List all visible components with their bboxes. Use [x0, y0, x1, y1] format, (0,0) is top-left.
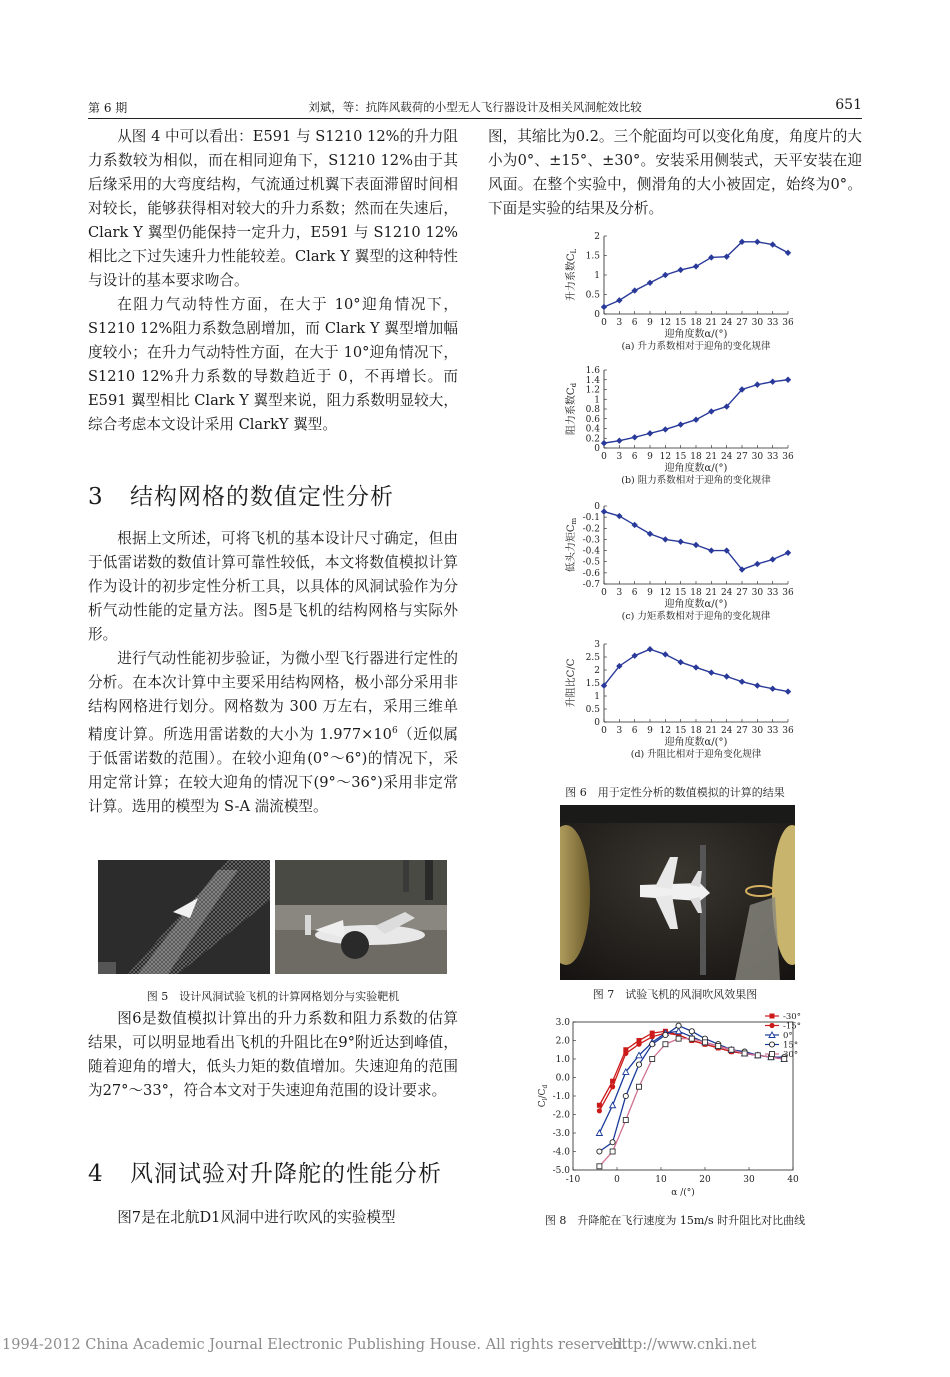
x-tick-label: 36: [782, 726, 794, 736]
x-tick-label: 33: [766, 452, 779, 462]
x-tick-label: 12: [659, 452, 672, 462]
data-point: [647, 280, 653, 286]
data-point: [708, 254, 714, 260]
data-point: [769, 686, 775, 692]
data-point: [716, 1044, 721, 1049]
data-point: [636, 1062, 641, 1067]
data-point: [785, 688, 791, 694]
section-4-heading: 4 风洞试验对升降舵的性能分析: [88, 1161, 442, 1187]
subfigure-caption: (a) 升力系数相对于迎角的变化规律: [621, 341, 771, 352]
data-point: [693, 542, 699, 548]
x-tick-label: -10: [565, 1175, 581, 1185]
data-point: [610, 1084, 615, 1089]
paragraph: 根据上文所述，可将飞机的基本设计尺寸确定，但由于低雷诺数的数值计算可靠性较低，本文将数值模拟计算作为设计的初步定性分析工具，以具体的风洞试验作为分析气动性能的定量方法。图5是飞机的结构网格与实际外形。: [88, 530, 458, 643]
x-tick-label: 36: [782, 588, 794, 598]
x-tick-label: 0: [601, 588, 607, 598]
x-tick-label: 30: [743, 1175, 755, 1185]
y-tick-label: -0.7: [582, 580, 600, 590]
data-point: [693, 417, 699, 423]
y-tick-label: 2.5: [585, 653, 600, 663]
x-tick-label: 6: [631, 452, 638, 462]
x-tick-label: 6: [631, 318, 638, 328]
x-tick-label: 3: [616, 452, 623, 462]
y-axis-label: 升力系数$C_L$: [566, 248, 578, 302]
x-tick-label: 33: [766, 318, 779, 328]
left-column-top: [88, 125, 458, 437]
data-point: [597, 1149, 602, 1154]
x-tick-label: 3: [616, 726, 623, 736]
x-tick-label: 12: [659, 588, 672, 598]
running-title: 刘斌，等：抗阵风载荷的小型无人飞行器设计及相关风洞舵效比较: [308, 100, 642, 114]
data-point: [754, 239, 760, 245]
legend-label: 0°: [783, 1031, 793, 1041]
page-number: 651: [835, 97, 862, 113]
x-tick-label: 15: [674, 588, 687, 598]
y-axis-label: $C_l/C_d$: [538, 1084, 549, 1108]
x-tick-label: 30: [751, 726, 764, 736]
data-point: [650, 1042, 655, 1047]
data-point: [663, 1032, 668, 1037]
x-tick-label: 9: [647, 318, 653, 328]
y-tick-label: -0.2: [582, 524, 600, 535]
drone-photo: [275, 860, 447, 974]
data-point: [647, 531, 653, 537]
data-point: [597, 1164, 602, 1169]
section-3-heading: 3 结构网格的数值定性分析: [88, 484, 394, 510]
data-point: [623, 1093, 628, 1098]
x-tick-label: 30: [751, 588, 764, 598]
data-point: [637, 1084, 642, 1089]
legend-label: -30°: [783, 1012, 801, 1022]
data-point: [723, 673, 729, 679]
y-tick-label: 0: [594, 310, 600, 320]
x-tick-label: 15: [674, 452, 687, 462]
y-tick-label: 3: [594, 640, 600, 650]
x-tick-label: 6: [631, 726, 638, 736]
chart-lift-coefficient: [560, 228, 810, 358]
y-axis-label: 阻力系数$C_d$: [566, 382, 578, 436]
data-point: [769, 556, 775, 562]
data-point: [662, 272, 668, 278]
data-point: [663, 1042, 668, 1047]
data-point: [662, 536, 668, 542]
x-tick-label: 21: [705, 726, 718, 736]
left-column-lower: [88, 1007, 458, 1103]
data-point: [754, 381, 760, 387]
data-point: [623, 1051, 628, 1056]
x-tick-label: 15: [674, 726, 687, 736]
y-tick-label: -0.6: [582, 568, 600, 579]
data-point: [689, 1029, 694, 1034]
y-tick-label: 0: [594, 718, 600, 728]
figure-6-caption: 图 6 用于定性分析的数值模拟的计算的结果: [565, 786, 785, 799]
y-tick-label: 1: [594, 692, 600, 702]
paragraph: 进行气动性能初步验证，为微小型飞行器进行定性的分析。在本次计算中主要采用结构网格，极小部分采用非结构网格进行划分。网格数为 300 万左右，采用三维单精度计算。所选用雷诺数的大小为 $1.977\times 10^6$（近似属于低雷诺数的范围）。在较小迎角(0°～6°)的情况下，采用定常计算；在较大迎角的情况下(9°～36°)采用非定常计算。选用的模型为 S-A 湍流模型。: [88, 650, 458, 815]
y-tick-label: 1.5: [585, 251, 600, 262]
data-point: [742, 1051, 747, 1056]
data-point: [677, 267, 683, 273]
x-tick-label: 27: [736, 452, 748, 462]
x-tick-label: 40: [787, 1175, 799, 1185]
data-point: [662, 426, 668, 432]
y-tick-label: -0.3: [582, 535, 600, 546]
footer-url: http://www.cnki.net: [612, 1337, 757, 1353]
x-tick-label: 0: [614, 1175, 620, 1185]
y-tick-label: -0.4: [582, 546, 600, 557]
data-point: [785, 550, 791, 556]
y-tick-label: 1.5: [585, 679, 600, 689]
y-axis-label: 低头力矩$C_m$: [566, 517, 578, 573]
data-point: [647, 646, 653, 652]
y-tick-label: 2.0: [555, 1036, 570, 1047]
data-point: [708, 408, 714, 414]
x-axis-label: α /(°): [671, 1188, 695, 1198]
x-tick-label: 21: [705, 588, 718, 598]
y-tick-label: -2.0: [552, 1110, 570, 1121]
x-tick-label: 27: [736, 726, 748, 736]
x-tick-label: 21: [705, 318, 718, 328]
data-point: [770, 1052, 775, 1057]
y-tick-label: 0.5: [585, 705, 600, 715]
y-tick-label: 1.2: [585, 385, 600, 396]
y-tick-label: 1.6: [585, 366, 600, 376]
copyright: 1994-2012 China Academic Journal Electronic Publishing House. All rights reserved.: [2, 1337, 628, 1353]
x-tick-label: 12: [659, 318, 672, 328]
x-axis-label: 迎角度数α/(°): [664, 463, 728, 474]
series-line: [604, 242, 788, 307]
x-tick-label: 0: [601, 726, 607, 736]
x-tick-label: 0: [601, 318, 607, 328]
data-point: [677, 659, 683, 665]
x-tick-label: 21: [705, 452, 718, 462]
data-point: [785, 250, 791, 256]
data-point: [676, 1023, 681, 1028]
subfigure-caption: (c) 力矩系数相对于迎角的变化规律: [621, 611, 771, 622]
figure-7-caption: 图 7 试验飞机的风洞吹风效果图: [592, 988, 758, 1001]
data-point: [729, 1047, 734, 1052]
left-column-bottom: [88, 1206, 458, 1230]
x-tick-label: 18: [690, 318, 702, 328]
data-point: [769, 1042, 774, 1047]
data-point: [755, 1053, 760, 1058]
y-tick-label: -5.0: [552, 1166, 570, 1176]
y-tick-label: 1: [594, 271, 600, 281]
y-tick-label: 0: [594, 502, 600, 512]
x-axis-label: 迎角度数α/(°): [664, 599, 728, 610]
data-point: [677, 538, 683, 544]
paragraph: 从图 4 中可以看出：E591 与 S1210 12%的升力阻力系数较为相似，而在相同迎角下，S1210 12%由于其后缘采用的大弯度结构，气流通过机翼下表面滞留时间相对较长，能够获得相对较大的升力系数；然而在失速后，Clark Y 翼型仍能保持一定升力，E591 与 S1210 12%相比之下过失速升力性能较差。Clark Y 翼型的这种特性与设计的基本要求吻合。: [88, 128, 458, 289]
x-tick-label: 27: [736, 318, 748, 328]
x-tick-label: 9: [647, 452, 653, 462]
y-tick-label: 2: [594, 666, 600, 676]
mesh-image: [98, 860, 270, 974]
figure-5-caption: 图 5 设计风洞试验飞机的计算网格划分与实验靶机: [146, 990, 400, 1003]
x-tick-label: 12: [659, 726, 672, 736]
x-tick-label: 33: [766, 588, 779, 598]
data-point: [601, 508, 607, 514]
data-point: [677, 421, 683, 427]
data-point: [770, 1014, 775, 1019]
issue-number: 第 6 期: [88, 101, 128, 115]
subfigure-caption: (d) 升阻比相对于迎角变化规律: [630, 749, 762, 760]
legend-label: -15°: [783, 1021, 801, 1032]
data-point: [739, 679, 745, 685]
data-point: [785, 377, 791, 383]
data-point: [610, 1149, 615, 1154]
data-point: [769, 241, 775, 247]
y-tick-label: 1.4: [585, 375, 600, 386]
y-tick-label: -1.0: [552, 1092, 570, 1102]
x-tick-label: 30: [751, 452, 764, 462]
data-point: [754, 561, 760, 567]
data-point: [754, 682, 760, 688]
x-tick-label: 27: [736, 588, 748, 598]
subfigure-caption: (b) 阻力系数相对于迎角的变化规律: [621, 475, 771, 486]
x-tick-label: 0: [601, 452, 607, 462]
x-tick-label: 24: [720, 452, 733, 462]
data-point: [650, 1057, 655, 1062]
x-tick-label: 18: [690, 726, 702, 736]
data-point: [610, 1140, 615, 1145]
data-point: [769, 1023, 774, 1028]
y-tick-label: 0.4: [585, 424, 600, 435]
data-point: [662, 651, 668, 657]
y-tick-label: 2: [594, 232, 600, 242]
x-tick-label: 10: [655, 1175, 667, 1185]
right-column-top: [488, 125, 862, 221]
x-tick-label: 36: [782, 318, 794, 328]
y-tick-label: 0.0: [555, 1073, 570, 1084]
data-point: [636, 1042, 641, 1047]
y-axis-label: 升阻比C/C: [566, 658, 577, 708]
y-tick-label: -4.0: [552, 1147, 570, 1158]
data-point: [769, 379, 775, 385]
data-point: [631, 434, 637, 440]
running-header: [88, 96, 862, 118]
x-tick-label: 6: [631, 588, 638, 598]
legend-label: 30°: [783, 1050, 799, 1060]
series-line: [599, 1026, 784, 1152]
x-tick-label: 24: [720, 588, 733, 598]
data-point: [693, 263, 699, 269]
data-point: [703, 1040, 708, 1045]
y-tick-label: 3.0: [555, 1018, 570, 1028]
data-point: [596, 1130, 602, 1136]
data-point: [676, 1036, 681, 1041]
header-rule: [88, 118, 862, 119]
data-point: [623, 1118, 628, 1123]
chart-lift-drag-ratio: [560, 636, 810, 772]
y-tick-label: 0.6: [585, 414, 600, 425]
data-point: [689, 1036, 694, 1041]
chart-elevator-lift-drag: [535, 1008, 825, 1203]
y-tick-label: -0.1: [582, 513, 600, 524]
y-tick-label: 0.5: [585, 290, 600, 301]
x-tick-label: 15: [674, 318, 687, 328]
y-tick-label: 0.2: [585, 434, 600, 445]
x-tick-label: 24: [720, 726, 733, 736]
plot-frame: [573, 1022, 793, 1170]
legend-label: 15°: [783, 1040, 799, 1051]
data-point: [616, 437, 622, 443]
paragraph: 图，其缩比为0.2。三个舵面均可以变化角度，角度片的大小为0°、±15°、±30°。安装采用侧装式，天平安装在迎风面。在整个实验中，侧滑角的大小被固定，始终为0°。下面是实验的结果及分析。: [488, 128, 862, 217]
chart-moment-coefficient: [560, 498, 810, 634]
x-tick-label: 30: [751, 318, 764, 328]
y-tick-label: 1.0: [555, 1055, 570, 1065]
paragraph: 图7是在北航D1风洞中进行吹风的实验模型: [117, 1209, 396, 1226]
y-tick-label: -0.5: [582, 557, 600, 568]
data-point: [693, 664, 699, 670]
x-tick-label: 9: [647, 726, 653, 736]
paragraph: 图6是数值模拟计算出的升力系数和阻力系数的估算结果，可以明显地看出飞机的升阻比在9°附近达到峰值，随着迎角的增大，低头力矩的数值增加。失速迎角的范围为27°～33°，符合本文对于失速迎角范围的设计要求。: [88, 1010, 458, 1099]
series-line: [604, 380, 788, 443]
data-point: [610, 1102, 616, 1108]
y-tick-label: 0.8: [585, 405, 600, 415]
wind-tunnel-photo: [560, 805, 795, 980]
x-tick-label: 20: [699, 1175, 711, 1185]
x-tick-label: 18: [690, 588, 702, 598]
x-tick-label: 24: [720, 318, 733, 328]
x-tick-label: 36: [782, 452, 794, 462]
paragraph: 在阻力气动特性方面，在大于 10°迎角情况下，S1210 12%阻力系数急剧增加，而 Clark Y 翼型增加幅度较小；在升力气动特性方面，在大于 10°迎角情况下，S1210 12%升力系数的导数趋近于 0，不再增长。而 E591 翼型相比 Clark Y 翼型来说，阻力系数明显较大，综合考虑本文设计采用 ClarkY 翼型。: [88, 296, 458, 433]
data-point: [631, 522, 637, 528]
data-point: [601, 440, 607, 446]
y-tick-label: 0: [594, 444, 600, 454]
x-tick-label: 33: [766, 726, 779, 736]
data-point: [616, 513, 622, 519]
y-tick-label: -3.0: [552, 1129, 570, 1139]
x-tick-label: 3: [616, 318, 623, 328]
left-column-mid: [88, 527, 458, 819]
x-axis-label: 迎角度数α/(°): [664, 329, 728, 340]
x-axis-label: 迎角度数α/(°): [664, 737, 728, 748]
data-point: [708, 669, 714, 675]
data-point: [647, 430, 653, 436]
data-point: [708, 547, 714, 553]
x-tick-label: 9: [647, 588, 653, 598]
figure-8-caption: 图 8 升降舵在飞行速度为 15m/s 时升阻比对比曲线: [544, 1214, 806, 1227]
x-tick-label: 18: [690, 452, 702, 462]
y-tick-label: 1: [594, 395, 600, 406]
chart-drag-coefficient: [560, 362, 810, 496]
data-point: [601, 304, 607, 310]
x-tick-label: 3: [616, 588, 623, 598]
data-point: [597, 1108, 602, 1113]
series-line: [604, 512, 788, 570]
